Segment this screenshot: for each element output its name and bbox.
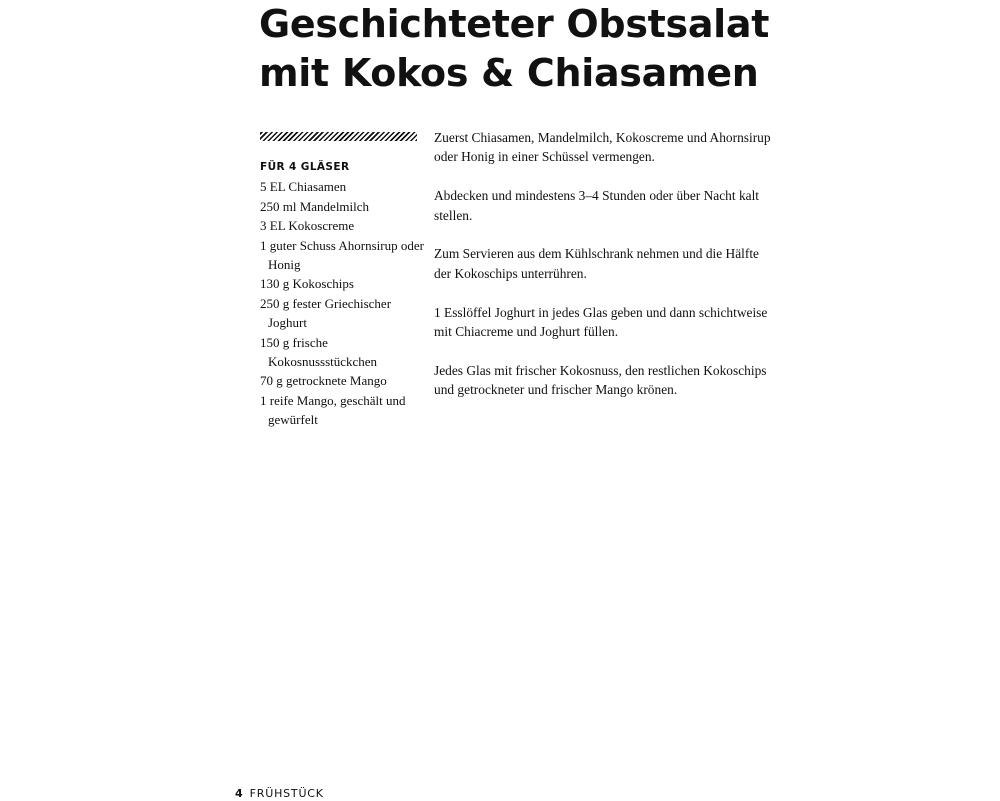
ingredient-item: 5 EL Chiasamen bbox=[260, 179, 347, 195]
recipe-title-line-1: Geschichteter Obstsalat bbox=[259, 2, 770, 46]
ingredients-list bbox=[260, 177, 425, 429]
ingredient-item: 250 g fester Griechischer Joghurt bbox=[260, 295, 392, 331]
recipe-title bbox=[259, 0, 819, 98]
ingredient-item: 3 EL Kokoscreme bbox=[260, 218, 355, 234]
section-name: FRÜHSTÜCK bbox=[249, 787, 324, 800]
ingredient-item: 250 ml Mandelmilch bbox=[260, 198, 370, 214]
page-number: 4 bbox=[235, 787, 243, 800]
hatched-divider bbox=[260, 132, 417, 141]
method-step: 1 Esslöffel Joghurt in jedes Glas geben und dann schichtweise mit Chiacreme und Joghurt füllen. bbox=[434, 304, 768, 340]
page-footer bbox=[235, 787, 324, 801]
ingredient-item: 1 reife Mango, geschält und gewürfelt bbox=[260, 392, 406, 428]
ingredient-item: 150 g frische Kokosnussstückchen bbox=[260, 334, 378, 370]
method-step: Zuerst Chiasamen, Mandelmilch, Kokoscreme und Ahornsirup oder Honig in einer Schüssel vermengen. bbox=[434, 130, 771, 165]
method-step: Jedes Glas mit frischer Kokosnuss, den restlichen Kokoschips und getrockneter und frischer Mango krönen. bbox=[434, 362, 767, 398]
recipe-title-line-2: mit Kokos & Chiasamen bbox=[259, 51, 759, 95]
ingredients-panel bbox=[260, 158, 425, 430]
ingredient-item: 130 g Kokoschips bbox=[260, 276, 354, 292]
ingredients-heading: FÜR 4 GLÄSER bbox=[260, 161, 350, 173]
method-step: Zum Servieren aus dem Kühlschrank nehmen und die Hälfte der Kokoschips unterrühren. bbox=[434, 246, 759, 281]
method-step: Abdecken und mindestens 3–4 Stunden oder über Nacht kalt stellen. bbox=[434, 188, 760, 223]
ingredient-item: 70 g getrocknete Mango bbox=[260, 373, 387, 389]
ingredient-item: 1 guter Schuss Ahornsirup oder Honig bbox=[260, 237, 424, 273]
method-steps bbox=[434, 128, 779, 419]
